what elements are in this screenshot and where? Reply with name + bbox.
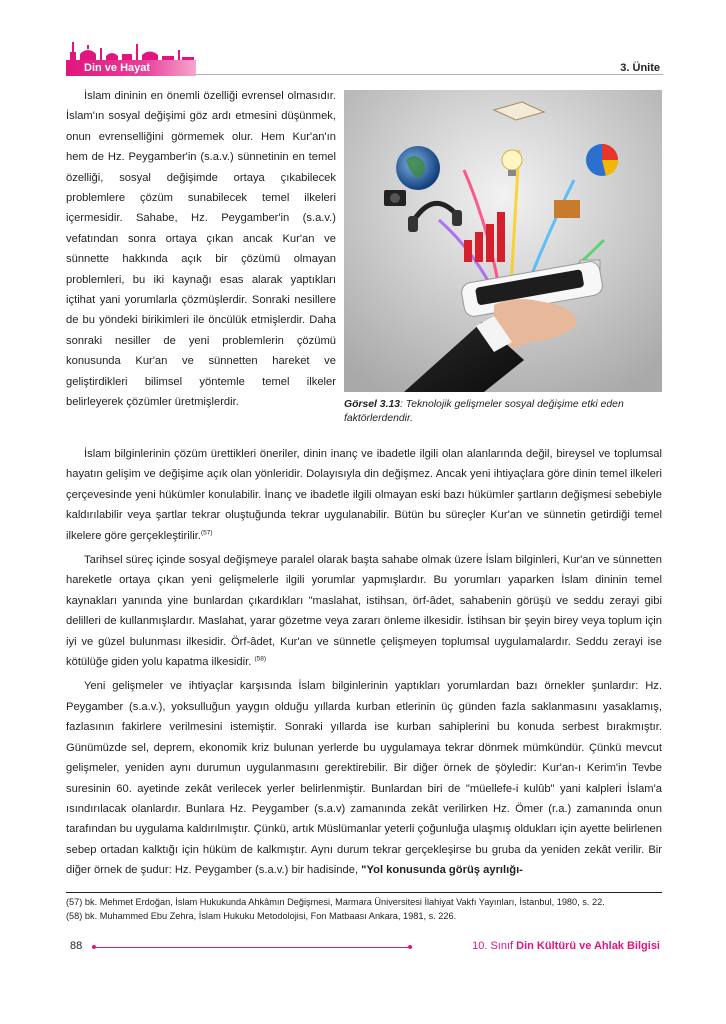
book-title bbox=[472, 940, 660, 952]
book-grade: 10. Sınıf bbox=[472, 940, 517, 952]
footnote-ref: (58) bbox=[254, 655, 266, 663]
page-number: 88 bbox=[70, 940, 83, 952]
footnote: (57) bk. Mehmet Erdoğan, İslam Hukukunda Ahkâmın Değişmesi, Marmara Üniversitesi İlahiyat Vakfı Yayınları, İstanbul, 1980, s. 22. bbox=[66, 897, 605, 907]
body-paragraph bbox=[66, 444, 662, 546]
book-name: Din Kültürü ve Ahlak Bilgisi bbox=[516, 940, 660, 952]
footnote-rule bbox=[66, 892, 662, 893]
footnote-ref: (57) bbox=[200, 528, 213, 536]
footer-rule bbox=[96, 947, 408, 948]
intro-paragraph: İslam dininin en önemli özelliği evrensel olmasıdır. İslam'ın sosyal değişimi göz ardı etmesini düşünmek, onun evrenselliğini görmemek olur. Hem Kur'an'ın hem de Hz. Peygamber'in (s.a.v.) sünnetinin en temel özelliği, sosyal değişimde ortaya çıkabilecek problemlere çözüm sunabilecek temel ilkeleri içermesidir. Sahabe, Hz. Peygamber'in (s.a.v.) vefatından sonra ortaya çıkan ancak Kur'an ve sünnette hakkında açık bir çözümü olmayan problemleri, bu iki kaynağı esas alarak yaptıkları içtihat yani yorumlarla çözmüşlerdir. Sonraki nesillere de bu yöndeki birikimleri ile öncülük etmişlerdir. Daha sonraki nesiller de yeni problemlerin çözümü konusunda Kur'an ve sünnetten hareket ve geliştirdikleri bilimsel yöntemle temel ilkeler belirleyerek çözümler üretmişlerdir. bbox=[66, 90, 336, 409]
section-title: Din ve Hayat bbox=[84, 62, 151, 74]
header-rule bbox=[196, 74, 663, 75]
footnotes bbox=[66, 896, 662, 923]
intro-column bbox=[66, 86, 336, 413]
technology-photo bbox=[344, 90, 662, 392]
footnote: (58) bk. Muhammed Ebu Zehra, İslam Hukuku Metodolojisi, Fon Matbaası Ankara, 1981, s. 226. bbox=[66, 910, 457, 921]
footer-dot bbox=[408, 945, 412, 949]
paragraph-text: Yeni gelişmeler ve ihtiyaçlar karşısında İslam bilginlerinin yaptıkları yorumlardan bazı örnekler şunlardır: Hz. Peygamber (s.a.v.), yoksulluğun yaygın olduğu yıllarda kurban etlerinin üç günden fazla saklanmasını yasaklamış, fazlasının fakirlere verilmesini istemiştir. Sonraki yıllarda ise kurban sahiplerini bu konuda serbest bırakmıştır. Günümüzde sel, deprem, ekonomik kriz bulunan yerlerde bu uygulamaya tekrar dönmek mümkündür. Çünkü mevcut gelişmeler, yeniden aynı durumun uygulanmasını gerektirebilir. Bir diğer örnek de şöyledir: Kur'an-ı Kerim'in Tevbe suresinin 60. ayetinde zekât verilecek yerler belirlenmiştir. Bunlardan biri de "müellefe-i kulûb" yani kalpleri İslam'a ısındırılacak olanlardır. Bunlara Hz. Peygamber (s.a.v) zamanında zekât verilirken Hz. Ömer (r.a.) zamanında onun tarafından bu uygulama kaldırılmıştır. Çünkü, artık Müslümanlar yeterli çoğunluğa ulaşmış oldukları için ayette belirlenen sebep ortadan kalktığı için hüküm de kalkmıştır. Aynı durum tekrar gerçekleşirse bu gruba da yeniden zekât verilir. Bir diğer örnek de şudur: Hz. Peygamber (s.a.v.) bir hadisinde, bbox=[66, 680, 662, 877]
body-paragraph bbox=[66, 550, 662, 672]
paragraph-text: İslam bilginlerinin çözüm ürettikleri öneriler, dinin inanç ve ibadetle ilgili olan alanlarında değil, bireysel ve toplumsal hayatın gelişim ve değişime açık olan yönleridir. Dolayısıyla din değişmez. Ancak yeni ihtiyaçlara göre dinin temel ilkeleri çerçevesinde yeni hükümler konulabilir. İnanç ve ibadetle ilgili olmayan eski bazı hükümler şartların değişmesi sebebiyle kaldırılabilir veya şartlar tekrar oluştuğunda tekrar uygulanabilir. Bütün bu süreçler Kur'an ve sünnetin getirdiği temel ilkelere göre gerçekleştirilir. bbox=[66, 448, 662, 542]
body-text bbox=[66, 444, 662, 881]
mosque-skyline-icon bbox=[66, 40, 196, 62]
figure-caption bbox=[344, 398, 662, 425]
caption-label: Görsel 3.13 bbox=[344, 399, 401, 410]
body-paragraph bbox=[66, 676, 662, 880]
paragraph-text: Tarihsel süreç içinde sosyal değişmeye paralel olarak başta sahabe olmak üzere İslam bilginleri, Kur'an ve sünnetten hareketle ortaya çıkan yeni gelişmelerle ilgili yorumlar yapmışlardır. Bu yorumları yaparken İslam dininin temel kaynakları yanında yine bunlardan çıkardıkları "maslahat, istihsan, örf-âdet, sahabenin görüşü ve seddu zerayi gibi delilleri de kullanmışlardır. Maslahat, yarar gözetme veya zararı önleme ilkesidir. İstihsan bir şeyin birey veya toplum için iyi ve güzel bulunması ilkesidir. Örf-âdet, Kur'an ve sünnetle çelişmeyen toplumsal uygulamalardır. Seddu zerayi ise kötülüğe giden yolu kapatma ilkesidir. bbox=[66, 554, 662, 669]
unit-label: 3. Ünite bbox=[620, 62, 660, 74]
quote-start: "Yol konusunda görüş ayrılığı- bbox=[361, 864, 523, 877]
caption-text: : Teknolojik gelişmeler sosyal değişime etki eden faktörlerdendir. bbox=[344, 399, 624, 424]
